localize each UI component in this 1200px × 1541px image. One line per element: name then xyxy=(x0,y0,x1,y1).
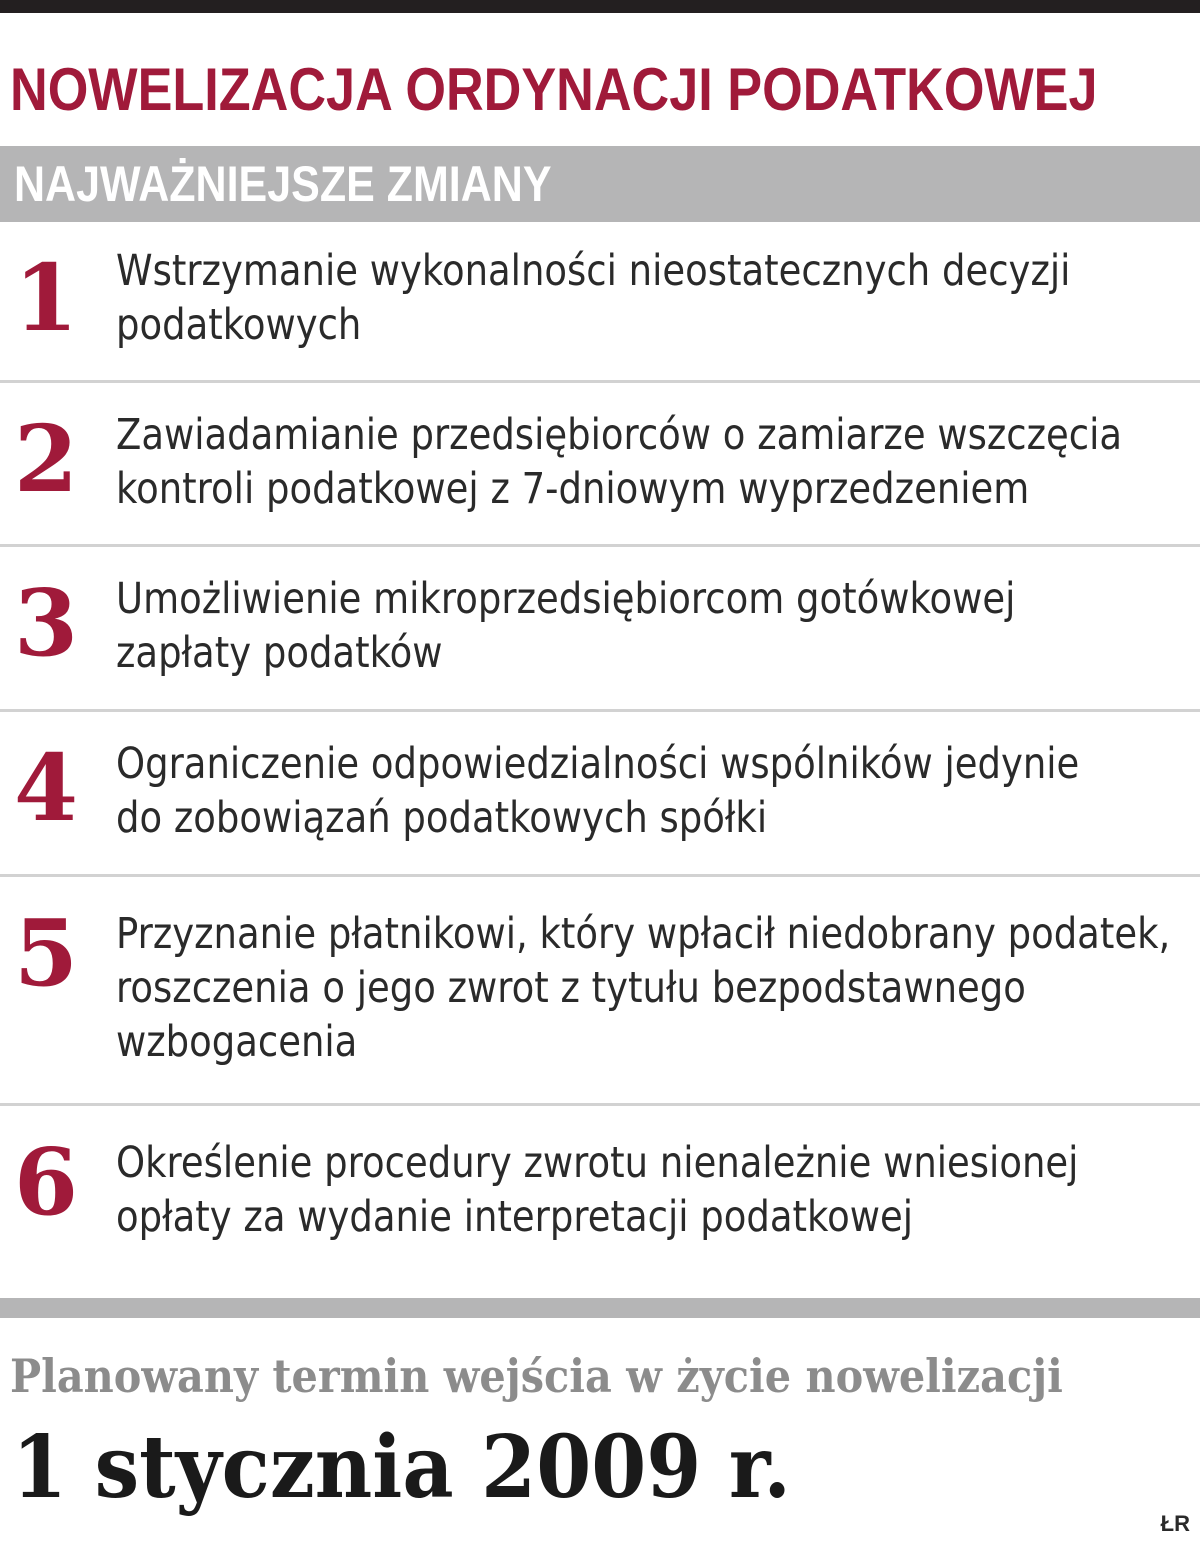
planned-date-label: Planowany termin wejścia w życie nowelizacji xyxy=(10,1349,1063,1403)
item-text xyxy=(116,1136,1079,1244)
item-number: 3 xyxy=(13,569,78,677)
item-text xyxy=(116,907,1171,1069)
item-text-line: Ograniczenie odpowiedzialności wspólników jedynie xyxy=(116,739,1080,789)
author-credit: ŁR xyxy=(1160,1511,1190,1536)
item-text-line: Określenie procedury zwrotu nienależnie wniesionej xyxy=(116,1138,1079,1188)
list-item xyxy=(0,712,1200,877)
item-text-line: Zawiadamianie przedsiębiorców o zamiarze wszczęcia xyxy=(116,410,1123,460)
page-title: NOWELIZACJA ORDYNACJI PODATKOWEJ xyxy=(10,56,1098,123)
item-text-line: Umożliwienie mikroprzedsiębiorcom gotówkowej xyxy=(116,574,1016,624)
planned-date: 1 stycznia 2009 r. xyxy=(12,1417,791,1518)
item-text-line: wzbogacenia xyxy=(116,1017,358,1067)
item-text-line: podatkowych xyxy=(116,300,362,350)
item-number: 1 xyxy=(13,244,78,352)
top-rule xyxy=(0,0,1200,13)
list-item xyxy=(0,222,1200,383)
item-text xyxy=(116,572,1062,680)
item-text xyxy=(116,737,1080,845)
footer-band xyxy=(0,1298,1200,1318)
section-subtitle: NAJWAŻNIEJSZE ZMIANY xyxy=(14,156,552,212)
changes-list xyxy=(0,222,1200,1296)
item-text-line: roszczenia o jego zwrot z tytułu bezpodstawnego xyxy=(116,963,1026,1013)
item-text xyxy=(116,408,1123,516)
item-text-line: opłaty za wydanie interpretacji podatkowej xyxy=(116,1192,914,1242)
list-item xyxy=(0,877,1200,1106)
item-text-line: do zobowiązań podatkowych spółki xyxy=(116,793,768,843)
item-text-line: Przyznanie płatnikowi, który wpłacił niedobrany podatek, xyxy=(116,909,1171,959)
item-number: 2 xyxy=(13,405,78,513)
list-item xyxy=(0,547,1200,712)
item-number: 5 xyxy=(13,899,78,1007)
item-number: 4 xyxy=(13,734,78,842)
item-number: 6 xyxy=(13,1128,78,1236)
list-item xyxy=(0,383,1200,547)
item-text-line: Wstrzymanie wykonalności nieostatecznych decyzji xyxy=(116,246,1071,296)
subtitle-band xyxy=(0,146,1200,222)
item-text-line: zapłaty podatków xyxy=(116,628,443,678)
list-item xyxy=(0,1106,1200,1296)
item-text-line: kontroli podatkowej z 7-dniowym wyprzedzeniem xyxy=(116,464,1030,514)
item-text xyxy=(116,244,1071,352)
